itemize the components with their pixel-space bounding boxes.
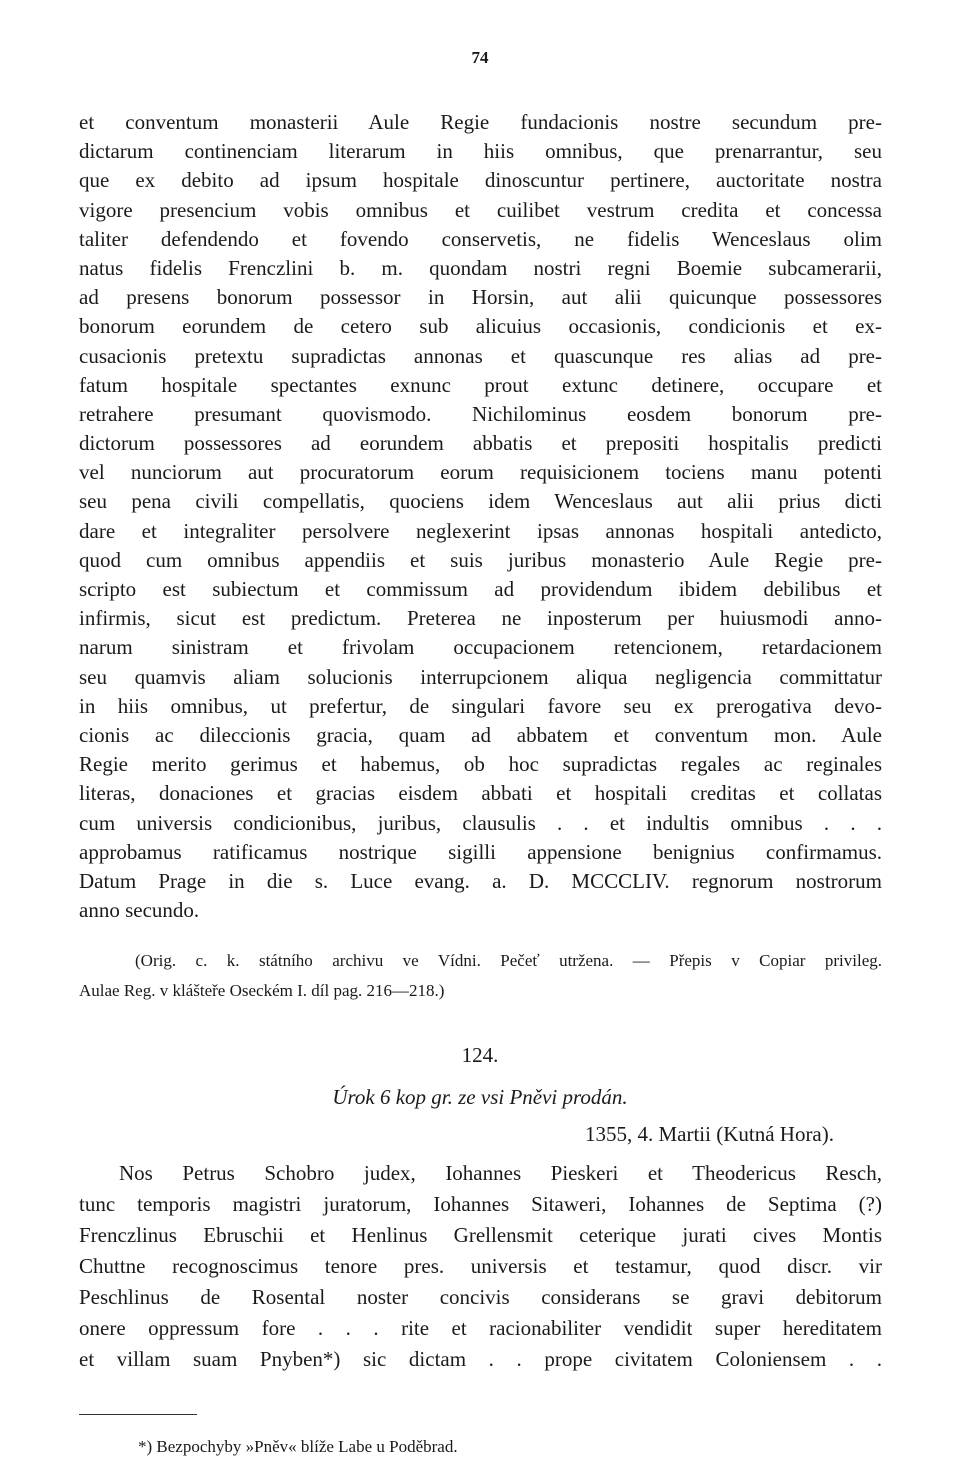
footnote: *) Bezpochyby »Pněv« blíže Labe u Poděbrad. [138,1437,458,1456]
text-line: seu quamvis aliam solucionis interrupcionem aliqua negligencia committatur [79,664,882,689]
text-line: quod cum omnibus appendiis et suis juribus monasterio Aule Regie pre- [79,547,882,572]
text-line: Frenczlinus Ebruschii et Henlinus Grellensmit ceterique jurati cives Montis [79,1223,882,1247]
document-text-paragraph [79,1158,882,1375]
text-line: infirmis, sicut est predictum. Preterea ne inposterum per huiusmodi anno- [79,606,882,631]
text-line: retrahere presumant quovismodo. Nichilominus eosdem bonorum pre- [79,401,882,426]
document-number: 124. [461,1043,499,1067]
text-line: Datum Prage in die s. Luce evang. a. D. MCCCLIV. regnorum nostrorum [79,868,882,893]
text-line: vel nunciorum aut procuratorum eorum requisicionem tociens manu potenti [79,460,882,485]
page-number: 74 [471,48,489,67]
main-text-paragraph [79,108,882,925]
source-note-line: (Orig. c. k. státního archivu ve Vídni. Pečeť utržena. — Přepis v Copiar privileg. [135,951,882,970]
text-line: et villam suam Pnyben*) sic dictam . . prope civitatem Coloniensem . . [79,1347,882,1371]
document-title: Úrok 6 kop gr. ze vsi Pněvi prodán. [332,1085,628,1109]
text-line: seu pena civili compellatis, quociens idem Wenceslaus aut alii prius dicti [79,489,882,514]
text-line: cum universis condicionibus, juribus, clausulis . . et indultis omnibus . . . [79,810,882,835]
text-line: anno secundo. [79,898,200,923]
text-line: dictorum possessores ad eorundem abbatis et prepositi hospitalis predicti [79,431,882,456]
text-line: que ex debito ad ipsum hospitale dinoscuntur pertinere, auctoritate nostra [79,168,882,193]
text-line: in hiis omnibus, ut prefertur, de singulari favore seu ex prerogativa devo- [79,693,882,718]
text-line: ad presens bonorum possessor in Horsin, aut alii quicunque possessores [79,285,882,310]
text-line: scripto est subiectum et commissum ad providendum ibidem debilibus et [79,577,882,601]
text-line: Chuttne recognoscimus tenore pres. universis et testamur, quod discr. vir [79,1254,882,1278]
source-note-line: Aulae Reg. v klášteře Oseckém I. díl pag. 216—218.) [79,981,445,1000]
text-line: cusacionis pretextu supradictas annonas et quascunque res alias ad pre- [79,343,882,368]
text-line: et conventum monasterii Aule Regie fundacionis nostre secundum pre- [79,110,882,134]
text-line: dictarum continenciam literarum in hiis omnibus, que prenarrantur, seu [79,139,882,164]
text-line: natus fidelis Frenczlini b. m. quondam nostri regni Boemie subcamerarii, [79,255,882,280]
text-line: Nos Petrus Schobro judex, Iohannes Pieskeri et Theodericus Resch, [119,1161,882,1185]
text-line: taliter defendendo et fovendo conservetis, ne fidelis Wenceslaus olim [79,226,882,251]
text-line: vigore presencium vobis omnibus et cuilibet vestrum credita et concessa [79,197,882,222]
text-line: Regie merito gerimus et habemus, ob hoc supradictas regales ac reginales [79,752,882,777]
text-line: Peschlinus de Rosental noster concivis considerans se gravi debitorum [79,1285,882,1309]
source-note [79,946,882,1006]
text-line: dare et integraliter persolvere neglexerint ipsas annonas hospitali antedicto, [79,518,882,543]
document-date: 1355, 4. Martii (Kutná Hora). [584,1122,834,1146]
text-line: cionis ac dileccionis gracia, quam ad abbatem et conventum mon. Aule [79,722,882,747]
text-line: approbamus ratificamus nostrique sigilli appensione benignius confirmamus. [79,839,882,864]
text-line: fatum hospitale spectantes exnunc prout extunc detinere, occupare et [79,372,882,397]
text-line: bonorum eorundem de cetero sub alicuius occasionis, condicionis et ex- [79,314,882,339]
footnote-divider [79,1414,197,1415]
text-line: onere oppressum fore . . . rite et racionabiliter vendidit super hereditatem [79,1316,882,1340]
text-line: narum sinistram et frivolam occupacionem retencionem, retardacionem [79,635,882,660]
text-line: tunc temporis magistri juratorum, Iohannes Sitaweri, Iohannes de Septima (?) [79,1192,882,1216]
text-line: literas, donaciones et gracias eisdem abbati et hospitali creditas et collatas [79,781,882,806]
